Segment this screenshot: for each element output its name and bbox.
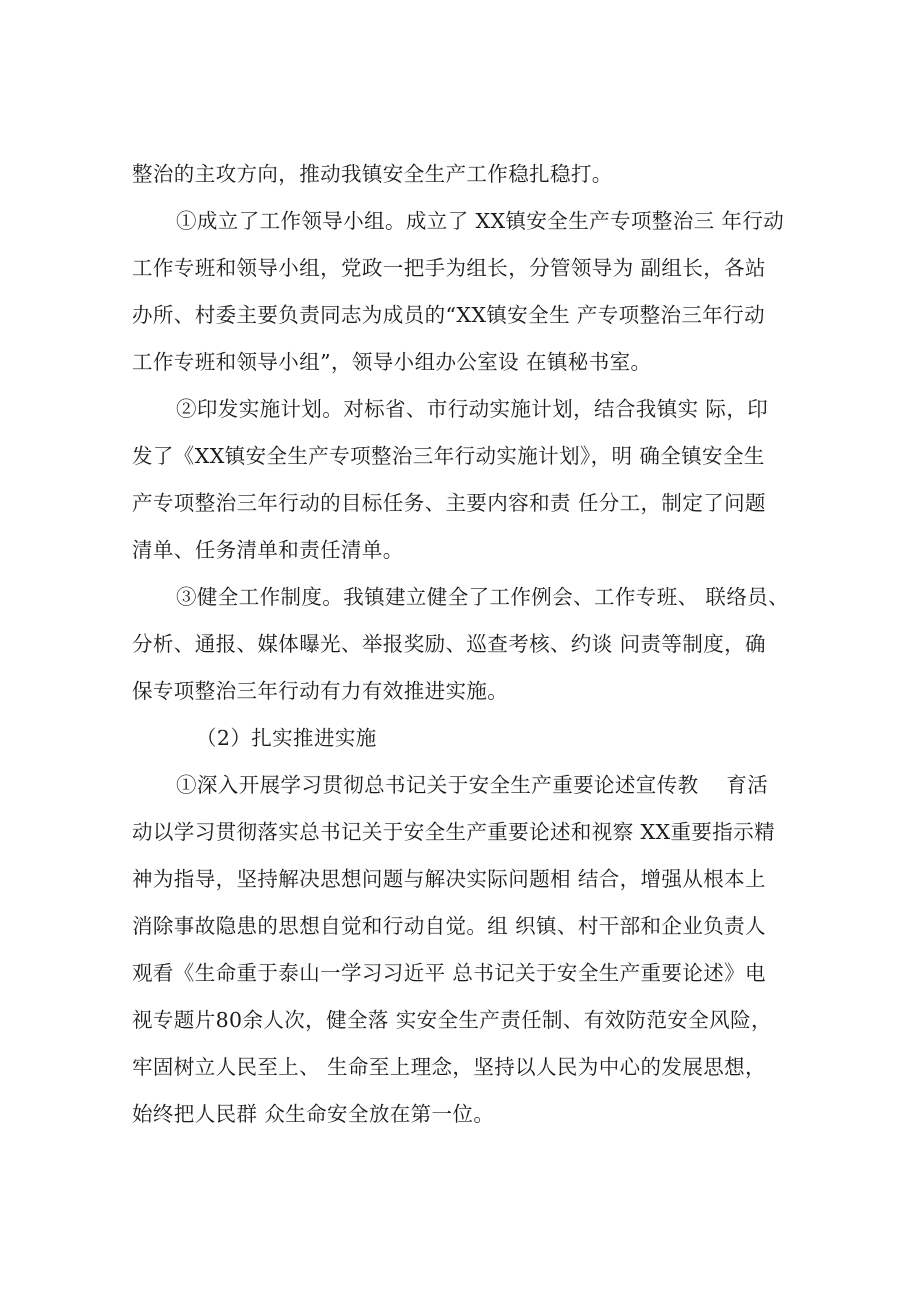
section-heading: （2）扎实推进实施 [196,726,377,750]
text-line: 发了《XX镇安全生产专项整治三年行动实施计划》，明 确全镇安全生 [132,444,765,468]
text-line: 消除事故隐患的思想自觉和行动自觉。组 织镇、村干部和企业负责人 [132,914,766,938]
text-line: 工作专班和领导小组”，领导小组办公室设 在镇秘书室。 [132,350,652,374]
text-line: 工作专班和领导小组，党政一把手为组长，分管领导为 副组长，各站 [132,256,766,280]
text-line: ①成立了工作领导小组。成立了 XX镇安全生产专项整治三 年行动 [176,209,785,233]
text-line: 保专项整治三年行动有力有效推进实施。 [132,679,509,703]
text-line: 始终把人民群 众生命安全放在第一位。 [132,1102,495,1126]
text-line: 神为指导，坚持解决思想问题与解决实际问题相 结合，增强从根本上 [132,867,766,891]
text-line: 整治的主攻方向，推动我镇安全生产工作稳扎稳打。 [132,162,613,186]
text-line: ②印发实施计划。对标省、市行动实施计划，结合我镇实 际，印 [176,397,769,421]
text-line: 牢固树立人民至上、 生命至上理念，坚持以人民为中心的发展思想， [132,1055,766,1079]
text-line: 办所、村委主要负责同志为成员的“XX镇安全生 产专项整治三年行动 [132,303,765,327]
text-line: 清单、任务清单和责任清单。 [132,538,404,562]
text-line: 观看《生命重于泰山一学习习近平 总书记关于安全生产重要论述》电 [132,961,766,985]
text-line: 视专题片80余人次，健全落 实安全生产责任制、有效防范安全风险， [132,1008,772,1032]
text-line: 分析、通报、媒体曝光、举报奖励、巡查考核、约谈 问责等制度，确 [132,632,766,656]
text-line: ③健全工作制度。我镇建立健全了工作例会、工作专班、 联络员、 [176,585,790,609]
text-line: 产专项整治三年行动的目标任务、主要内容和责 任分工，制定了问题 [132,491,766,515]
text-line: ①深入开展学习贯彻总书记关于安全生产重要论述宣传教 育活 [176,773,769,797]
text-line: 动以学习贯彻落实总书记关于安全生产重要论述和视察 XX重要指示精 [132,820,776,844]
